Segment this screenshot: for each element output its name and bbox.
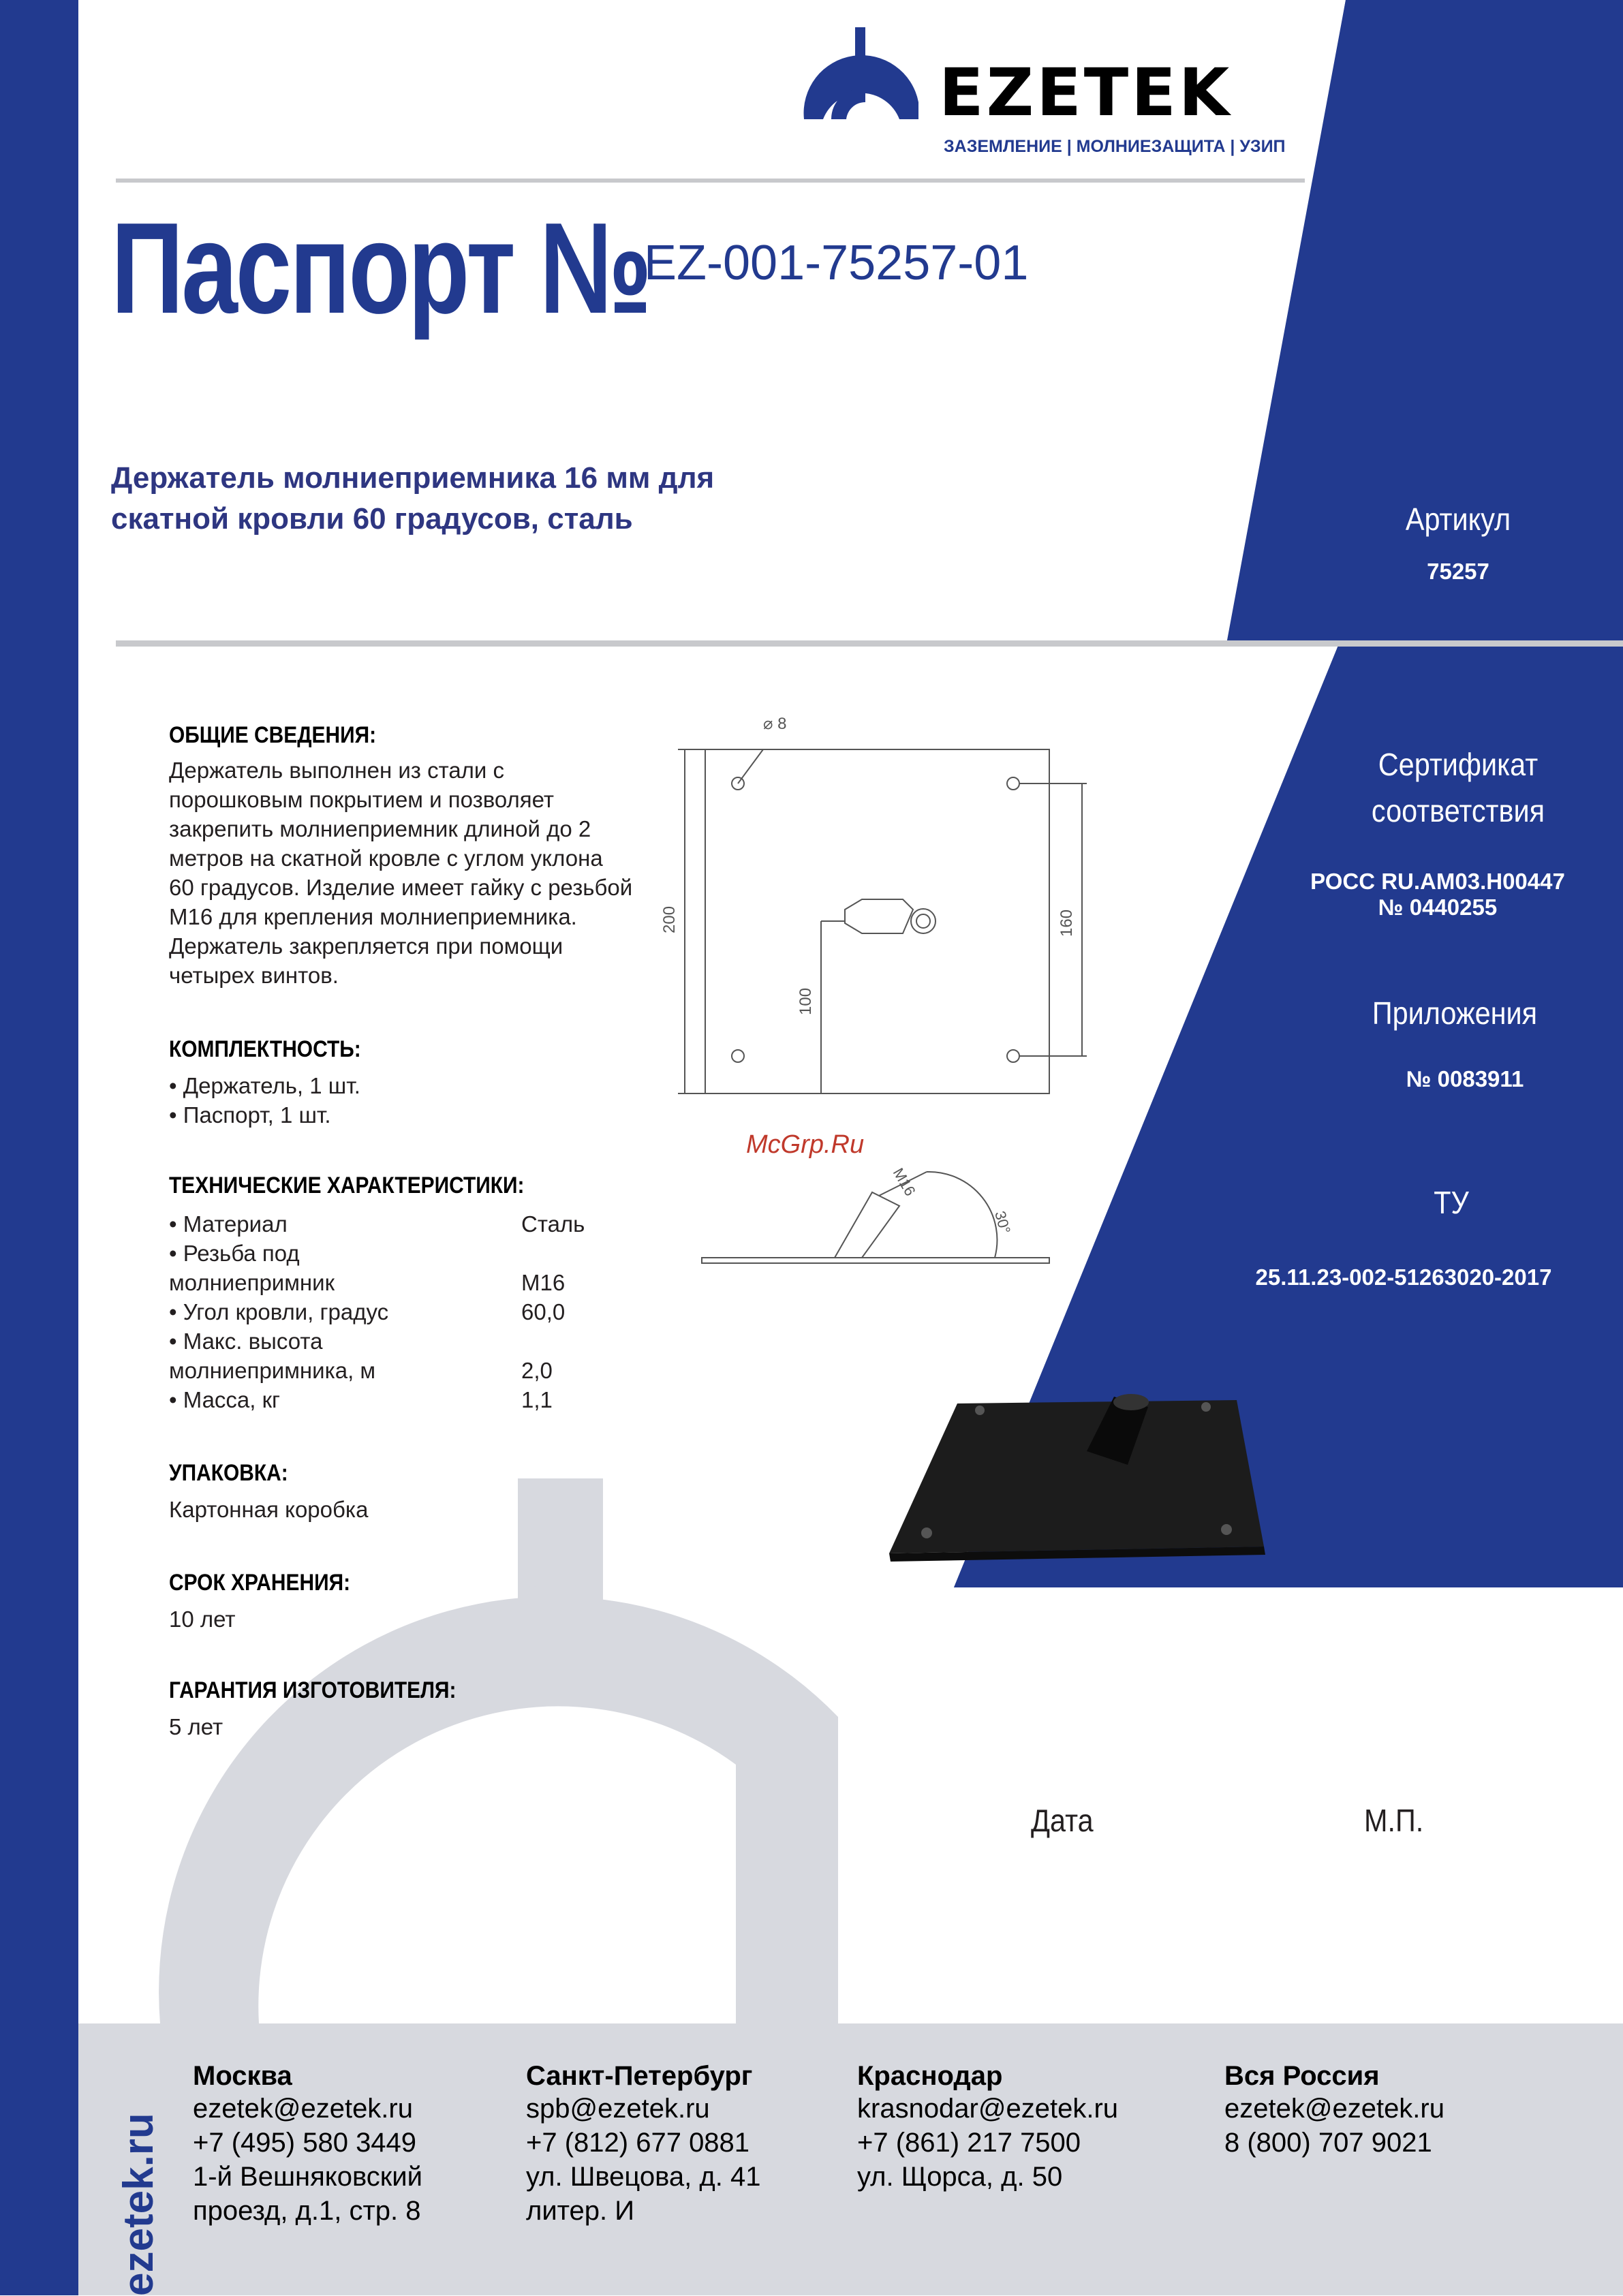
- storage-text: 10 лет: [169, 1607, 236, 1632]
- specs-heading: ТЕХНИЧЕСКИЕ ХАРАКТЕРИСТИКИ:: [169, 1173, 525, 1198]
- general-heading: ОБЩИЕ СВЕДЕНИЯ:: [169, 722, 377, 748]
- hole: [1007, 777, 1019, 790]
- brand-tagline: ЗАЗЕМЛЕНИЕ | МОЛНИЕЗАЩИТА | УЗИП: [944, 137, 1286, 156]
- brand-name: EZETEK: [939, 55, 1233, 131]
- appendix-label: Приложения: [1372, 995, 1538, 1031]
- office-email[interactable]: spb@ezetek.ru: [526, 2094, 710, 2124]
- hole: [1007, 1050, 1019, 1062]
- spec-row: [169, 1268, 585, 1297]
- office-email[interactable]: ezetek@ezetek.ru: [1224, 2094, 1444, 2124]
- warranty-heading: ГАРАНТИЯ ИЗГОТОВИТЕЛЯ:: [169, 1677, 457, 1703]
- product-photo: [882, 1383, 1274, 1567]
- spec-row: [169, 1209, 585, 1239]
- general-line: М16 для крепления молниеприемника.: [169, 904, 577, 929]
- kit-heading: КОМПЛЕКТНОСТЬ:: [169, 1036, 361, 1062]
- office-krasnodar: [857, 2061, 1118, 2194]
- cert-label-2: соответствия: [1371, 793, 1545, 828]
- spec-row: [169, 1297, 585, 1327]
- spec-value: [521, 1239, 585, 1268]
- spec-value: М16: [521, 1270, 566, 1295]
- spec-row: [169, 1356, 585, 1385]
- spec-row: [169, 1327, 585, 1356]
- specs-table: [169, 1209, 585, 1414]
- office-russia: [1224, 2061, 1444, 2160]
- product-line-2: скатной кровли 60 градусов, сталь: [111, 502, 633, 536]
- packing-heading: УПАКОВКА:: [169, 1460, 288, 1486]
- warranty-text: 5 лет: [169, 1714, 223, 1739]
- spec-value: 1,1: [521, 1387, 553, 1412]
- dim-200: 200: [660, 905, 679, 933]
- office-phone[interactable]: +7 (812) 677 0881: [526, 2128, 750, 2158]
- general-line: Держатель закрепляется при помощи: [169, 933, 563, 959]
- tu-label: ТУ: [1434, 1185, 1469, 1220]
- stamp-label: М.П.: [1364, 1803, 1424, 1838]
- general-line: метров на скатной кровле с углом уклона: [169, 846, 603, 871]
- office-city: Санкт-Петербург: [526, 2061, 753, 2091]
- office-phone[interactable]: +7 (495) 580 3449: [193, 2128, 417, 2158]
- nut-shape: [845, 899, 913, 933]
- kit-item: • Паспорт, 1 шт.: [169, 1102, 331, 1128]
- gray-decorative-arc: [159, 1596, 838, 2023]
- office-address: ул. Швецова, д. 41: [526, 2162, 761, 2192]
- spec-label: • Макс. высота: [169, 1329, 323, 1354]
- hole: [732, 1050, 744, 1062]
- site-link[interactable]: ezetek.ru: [115, 2113, 162, 2296]
- spec-label: • Материал: [169, 1211, 288, 1237]
- general-line: 60 градусов. Изделие имеет гайку с резьбой: [169, 875, 633, 900]
- spec-label: • Угол кровли, градус: [169, 1299, 389, 1324]
- office-email[interactable]: krasnodar@ezetek.ru: [857, 2094, 1119, 2124]
- spec-label: • Масса, кг: [169, 1387, 281, 1412]
- storage-heading: СРОК ХРАНЕНИЯ:: [169, 1570, 351, 1596]
- spec-value: 2,0: [521, 1358, 553, 1383]
- office-city: Краснодар: [857, 2061, 1003, 2091]
- kit-list: [169, 1071, 360, 1130]
- thread-label: M16: [889, 1165, 919, 1199]
- spec-value: [521, 1327, 585, 1356]
- cert-value-2: № 0440255: [1378, 895, 1498, 920]
- spec-label: молниепримник: [169, 1270, 335, 1295]
- kit-item: • Держатель, 1 шт.: [169, 1073, 360, 1098]
- office-spb: [526, 2061, 760, 2228]
- general-line: Держатель выполнен из стали с: [169, 758, 505, 783]
- office-email[interactable]: ezetek@ezetek.ru: [193, 2094, 413, 2124]
- office-address: 1-й Вешняковский: [193, 2162, 422, 2192]
- general-line: закрепить молниеприемник длиной до 2: [169, 816, 591, 841]
- passport-number: EZ-001-75257-01: [644, 236, 1029, 290]
- spec-label: • Резьба под: [169, 1241, 300, 1266]
- product-line-1: Держатель молниеприемника 16 мм для: [111, 461, 715, 495]
- cert-value-1: РОСС RU.AM03.H00447: [1310, 869, 1565, 894]
- top-rule: [116, 179, 1305, 183]
- general-text: [169, 756, 660, 990]
- office-city: Вся Россия: [1224, 2061, 1380, 2091]
- office-address: проезд, д.1, стр. 8: [193, 2196, 421, 2226]
- angle-label: 30°: [991, 1209, 1014, 1236]
- office-address: ул. Щорса, д. 50: [857, 2162, 1063, 2192]
- technical-drawing: [660, 709, 1097, 1281]
- nut-side: [835, 1192, 899, 1258]
- appendix-value: № 0083911: [1406, 1066, 1524, 1091]
- office-address: литер. И: [526, 2196, 635, 2226]
- dim-100: 100: [797, 987, 815, 1015]
- page-title: Паспорт №: [111, 196, 650, 341]
- article-value: 75257: [1427, 559, 1489, 584]
- watermark: McGrp.Ru: [746, 1130, 865, 1159]
- office-phone[interactable]: +7 (861) 217 7500: [857, 2128, 1081, 2158]
- article-label: Артикул: [1405, 501, 1511, 537]
- spec-label: молниепримника, м: [169, 1358, 376, 1383]
- spec-value: 60,0: [521, 1299, 566, 1324]
- spec-row: [169, 1385, 585, 1414]
- spec-value: Сталь: [521, 1211, 585, 1237]
- cert-label-1: Сертификат: [1378, 747, 1539, 782]
- general-line: четырех винтов.: [169, 963, 339, 988]
- dim-160: 160: [1057, 909, 1076, 937]
- date-label: Дата: [1031, 1803, 1094, 1838]
- office-phone[interactable]: 8 (800) 707 9021: [1224, 2128, 1432, 2158]
- tu-value: 25.11.23-002-51263020-2017: [1255, 1265, 1552, 1290]
- general-line: порошковым покрытием и позволяет: [169, 787, 555, 812]
- spec-row: [169, 1239, 585, 1268]
- left-blue-bar: [0, 0, 78, 2295]
- office-city: Москва: [193, 2061, 292, 2091]
- plate-side: [702, 1258, 1049, 1263]
- packing-text: Картонная коробка: [169, 1497, 369, 1522]
- product-name: [111, 458, 792, 540]
- plate-outline: [705, 749, 1049, 1093]
- mid-rule: [116, 640, 1623, 647]
- office-moscow: [193, 2061, 422, 2228]
- dia-label: ⌀ 8: [763, 715, 787, 733]
- ezetek-logo-icon: [797, 27, 933, 123]
